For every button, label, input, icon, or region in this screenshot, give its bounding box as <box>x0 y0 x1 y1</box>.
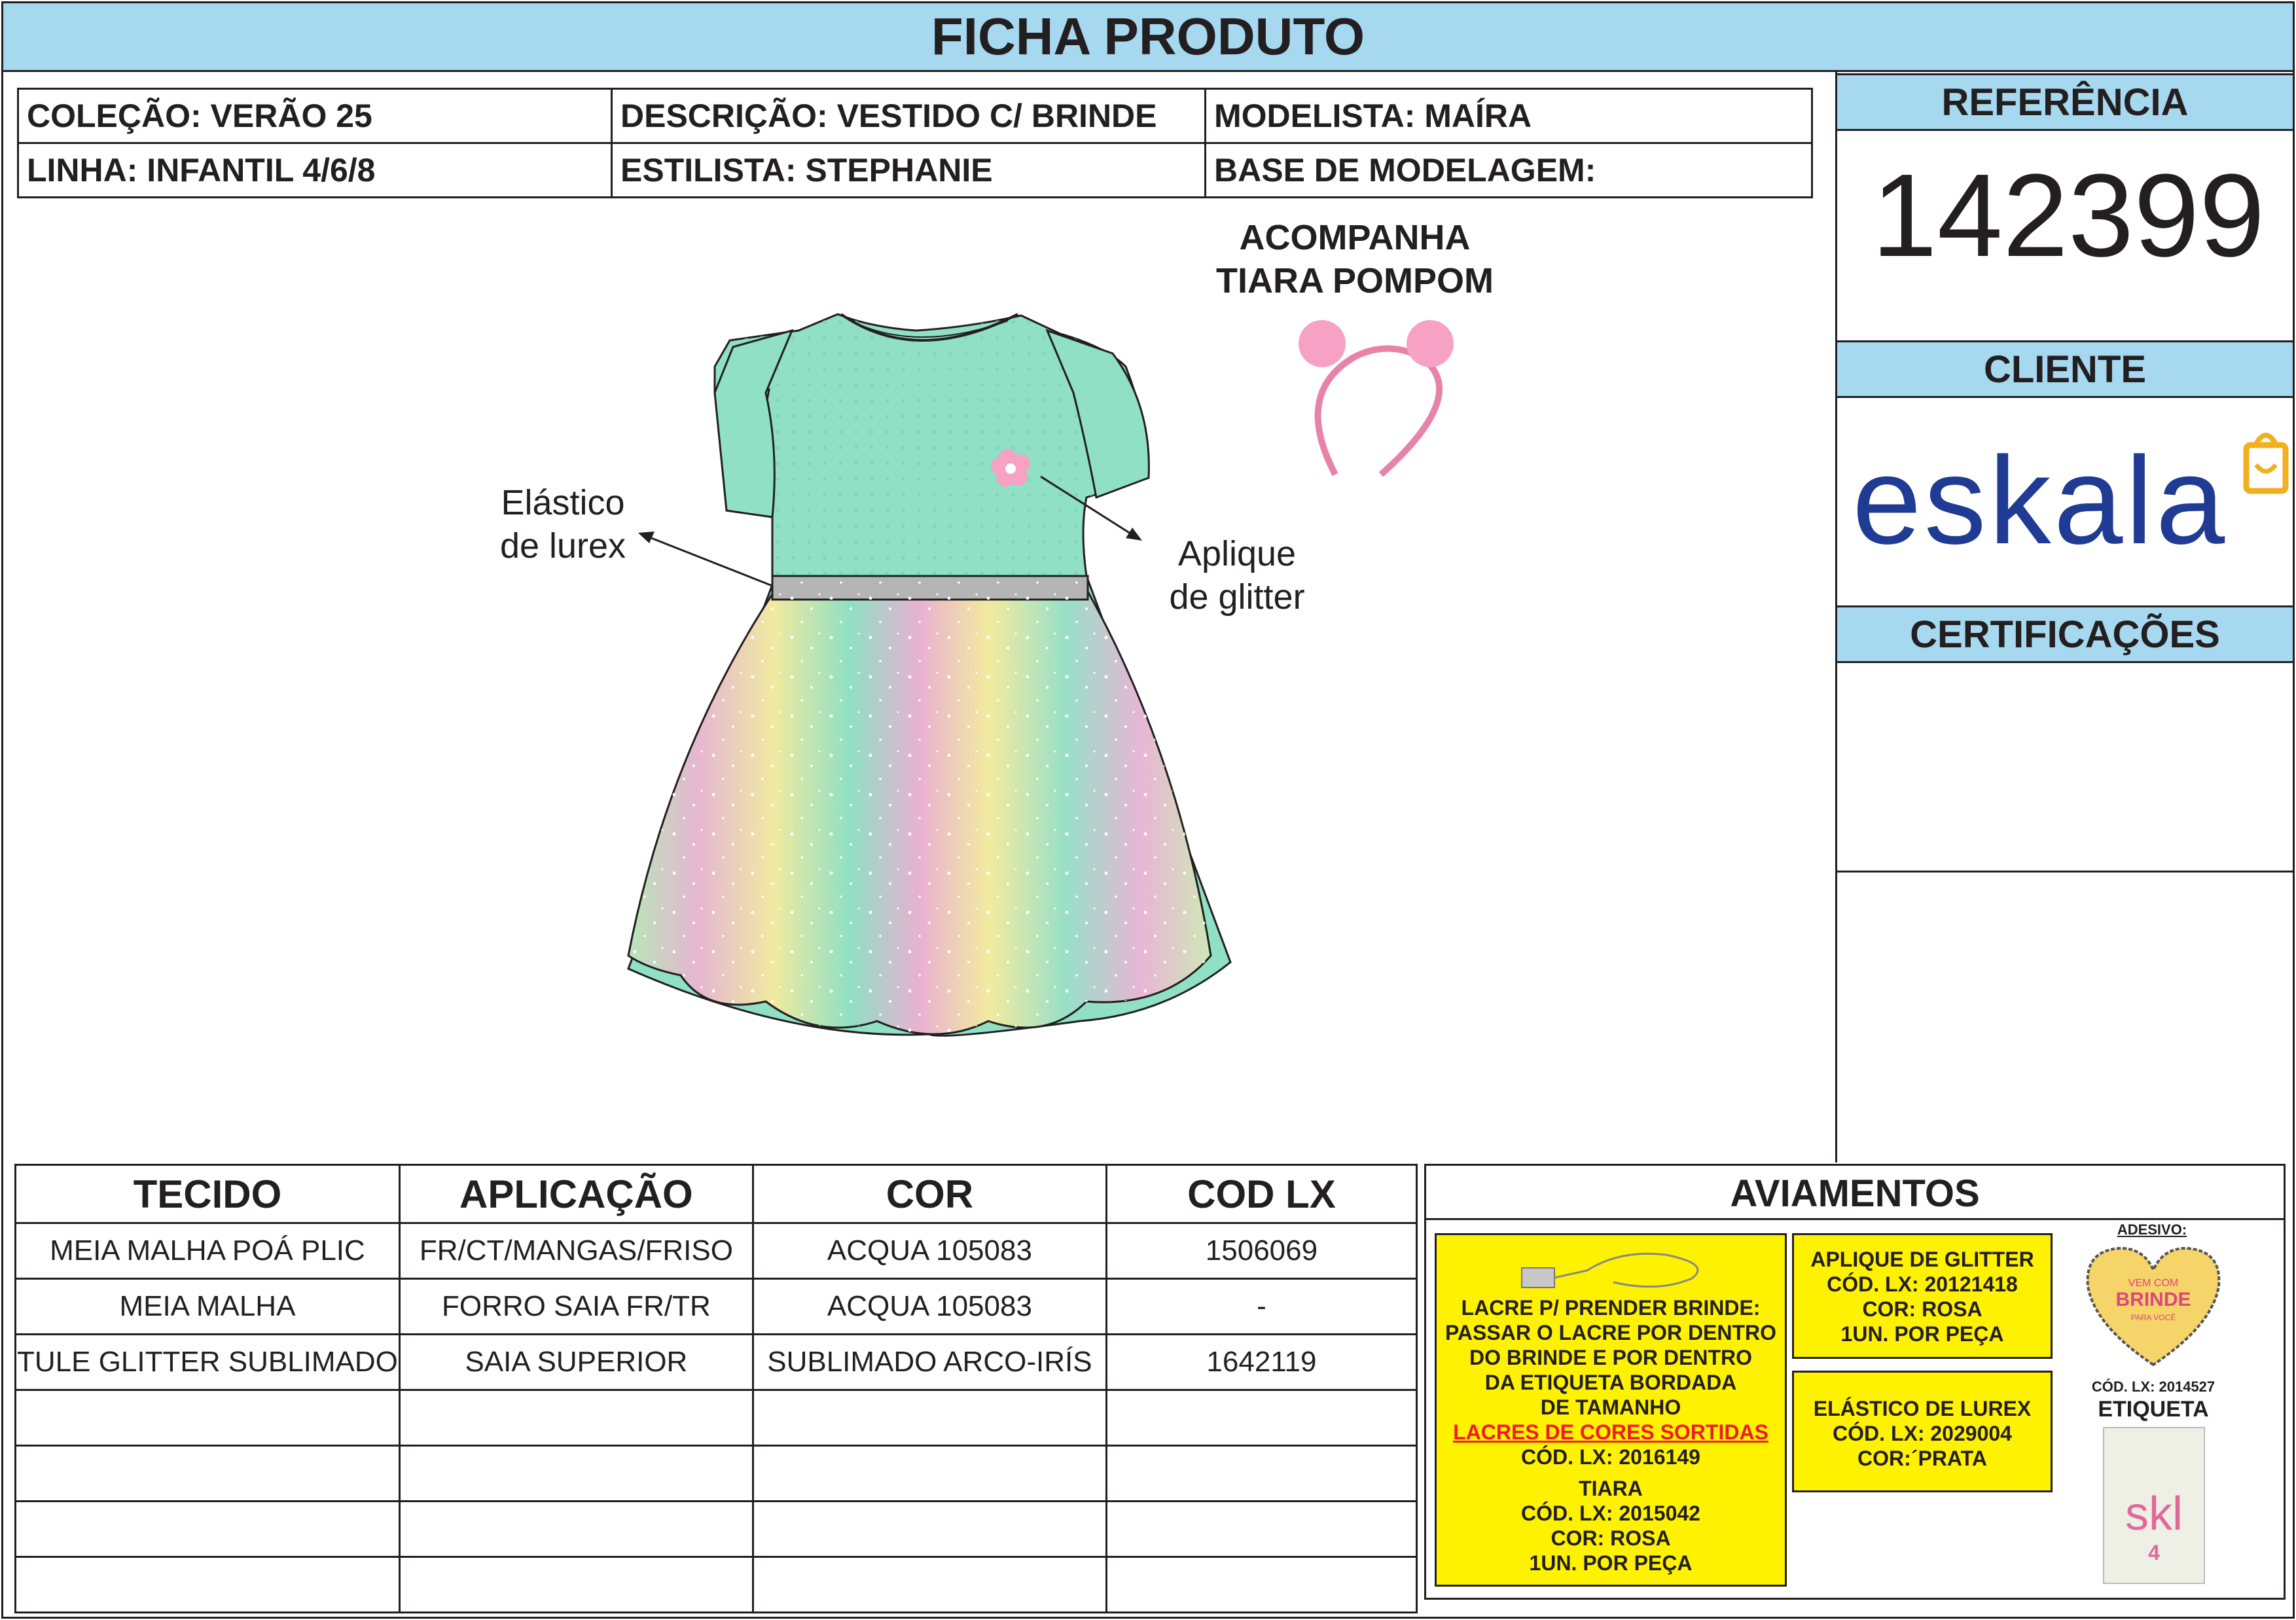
aplique-callout-line-2: de glitter <box>1169 577 1305 617</box>
table-cell <box>1106 1446 1416 1502</box>
lacre-line: PASSAR O LACRE POR DENTRO <box>1444 1321 1777 1344</box>
descricao-field: DESCRIÇÃO: VESTIDO C/ BRINDE <box>612 89 1206 143</box>
etiqueta-tag <box>2103 1427 2205 1584</box>
table-cell: - <box>1106 1279 1416 1335</box>
lacre-tag-icon <box>1515 1244 1712 1297</box>
etiqueta-label: ETIQUETA <box>2098 1397 2209 1422</box>
table-cell: SUBLIMADO ARCO-IRÍS <box>753 1335 1106 1390</box>
lacre-box <box>1435 1233 1787 1587</box>
tiara-line: 1UN. POR PEÇA <box>1529 1551 1693 1575</box>
certificacoes-box-bottom <box>1835 871 2295 873</box>
tiara-line: COR: ROSA <box>1551 1526 1671 1550</box>
table-cell: FR/CT/MANGAS/FRISO <box>399 1223 753 1279</box>
table-cell: MEIA MALHA <box>16 1279 400 1335</box>
fabric-table-header-cod-lx: COD LX <box>1106 1165 1416 1223</box>
fabric-table-header-cor: COR <box>753 1165 1106 1223</box>
etiqueta-cod: CÓD. LX: 2014527 <box>2091 1378 2215 1395</box>
elastico-lurex-box <box>1792 1371 2053 1492</box>
fabric-table <box>14 1164 1418 1613</box>
table-row <box>16 1502 1417 1557</box>
table-cell <box>16 1390 400 1446</box>
table-cell: TULE GLITTER SUBLIMADO <box>16 1335 400 1390</box>
table-cell <box>1106 1557 1416 1613</box>
table-cell <box>399 1502 753 1557</box>
lacre-cores-sortidas: LACRES DE CORES SORTIDAS <box>1453 1420 1768 1444</box>
etiqueta-logo: skl <box>2125 1488 2183 1540</box>
table-cell <box>399 1446 753 1502</box>
tiara-line: CÓD. LX: 2015042 <box>1521 1502 1700 1525</box>
table-cell: FORRO SAIA FR/TR <box>399 1279 753 1335</box>
aplique-line: 1UN. POR PEÇA <box>1840 1322 2004 1346</box>
table-cell <box>16 1502 400 1557</box>
acompanha-line-2: TIARA POMPOM <box>1216 261 1494 300</box>
table-row <box>16 1557 1417 1613</box>
table-row <box>16 1446 1417 1502</box>
table-cell: 1642119 <box>1106 1335 1416 1390</box>
page-title: FICHA PRODUTO <box>1 1 2295 72</box>
tiara-line: TIARA <box>1579 1477 1643 1500</box>
table-cell <box>399 1390 753 1446</box>
aplique-glitter-box <box>1792 1233 2053 1359</box>
lacre-line: DO BRINDE E POR DENTRO <box>1469 1346 1753 1369</box>
aplique-line: CÓD. LX: 20121418 <box>1827 1272 2018 1296</box>
dress-skirt-sparkles <box>628 589 1211 1034</box>
estilista-field: ESTILISTA: STEPHANIE <box>612 143 1206 198</box>
aplique-line: COR: ROSA <box>1862 1297 1982 1321</box>
eskala-logo-text: eskala <box>1852 431 2228 563</box>
table-row <box>16 1223 1417 1279</box>
table-row <box>16 1390 1417 1446</box>
lacre-cod: CÓD. LX: 2016149 <box>1521 1445 1700 1469</box>
fabric-table-header-aplicacao: APLICAÇÃO <box>399 1165 753 1223</box>
linha-field: LINHA: INFANTIL 4/6/8 <box>18 143 612 198</box>
lacre-line: DA ETIQUETA BORDADA <box>1484 1371 1737 1394</box>
lacre-line: LACRE P/ PRENDER BRINDE: <box>1461 1296 1761 1320</box>
table-cell: ACQUA 105083 <box>753 1223 1106 1279</box>
table-cell <box>1106 1390 1416 1446</box>
adesivo-text-bottom: PARA VOCÊ <box>2130 1313 2176 1322</box>
aplique-line: APLIQUE DE GLITTER <box>1810 1248 2034 1271</box>
colecao-field: COLEÇÃO: VERÃO 25 <box>18 89 612 143</box>
table-cell <box>753 1446 1106 1502</box>
elastico-line: CÓD. LX: 2029004 <box>1833 1422 2012 1445</box>
elastico-line: COR:´PRATA <box>1857 1447 1987 1470</box>
referencia-header: REFERÊNCIA <box>1835 73 2295 131</box>
acompanha-line-1: ACOMPANHA <box>1239 218 1471 257</box>
aviamentos-title: AVIAMENTOS <box>1424 1164 2286 1220</box>
elastico-callout-line-1: Elástico <box>501 483 625 522</box>
adesivo-heart-icon <box>2081 1240 2225 1371</box>
table-cell: ACQUA 105083 <box>753 1279 1106 1335</box>
table-cell <box>753 1502 1106 1557</box>
modelista-field: MODELISTA: MAÍRA <box>1206 89 1812 143</box>
table-cell <box>16 1557 400 1613</box>
certificacoes-header: CERTIFICAÇÕES <box>1835 605 2295 663</box>
table-cell: SAIA SUPERIOR <box>399 1335 753 1390</box>
aplique-callout-line-1: Aplique <box>1177 534 1297 573</box>
cliente-header: CLIENTE <box>1835 340 2295 398</box>
referencia-value: 142399 <box>1871 150 2265 281</box>
fabric-table-header-tecido: TECIDO <box>16 1165 400 1223</box>
table-cell <box>753 1390 1106 1446</box>
table-cell <box>399 1557 753 1613</box>
table-cell <box>753 1557 1106 1613</box>
adesivo-text-main: BRINDE <box>2115 1289 2191 1310</box>
elastico-line: ELÁSTICO DE LUREX <box>1813 1397 2032 1420</box>
table-cell <box>16 1446 400 1502</box>
adesivo-label: ADESIVO: <box>2117 1221 2187 1238</box>
shopping-bag-icon <box>2246 435 2286 491</box>
elastico-arrow <box>645 535 772 586</box>
table-cell <box>1106 1502 1416 1557</box>
table-row <box>16 1279 1417 1335</box>
elastico-callout-line-2: de lurex <box>499 526 626 566</box>
lacre-line: DE TAMANHO <box>1540 1395 1681 1419</box>
table-cell: 1506069 <box>1106 1223 1416 1279</box>
adesivo-text-top: VEM COM <box>2128 1278 2179 1289</box>
etiqueta-size: 4 <box>2148 1541 2160 1564</box>
base-modelagem-field: BASE DE MODELAGEM: <box>1206 143 1812 198</box>
table-cell: MEIA MALHA POÁ PLIC <box>16 1223 400 1279</box>
cliente-logo <box>1846 419 2291 563</box>
headband-icon <box>1299 320 1454 475</box>
table-row <box>16 1335 1417 1390</box>
